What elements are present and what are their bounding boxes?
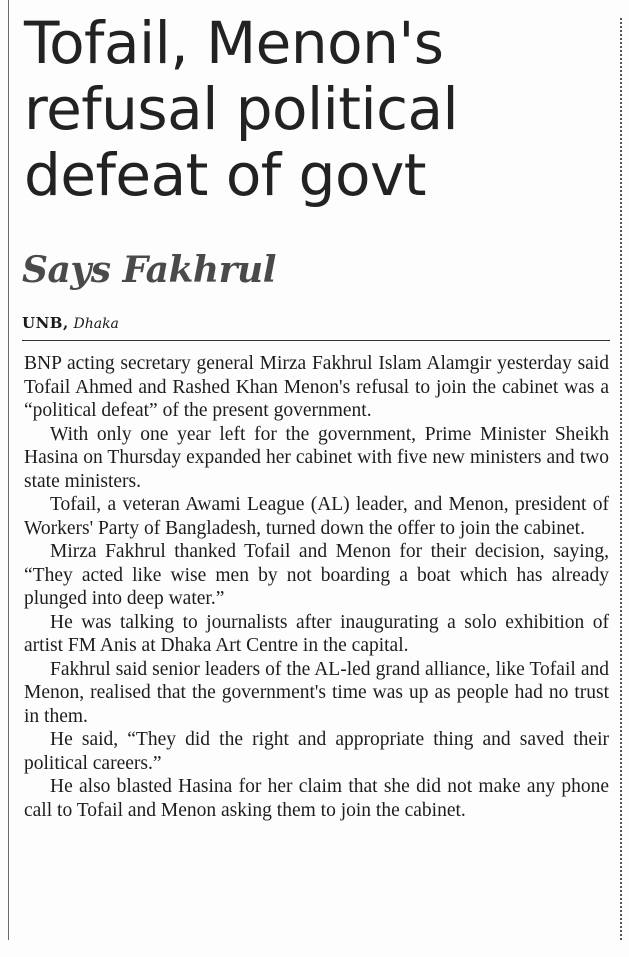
paragraph: He was talking to journalists after inaugurating a solo exhibition of artist FM Anis at Dhaka Art Centre in the capital.: [24, 611, 609, 656]
paragraph: Fakhrul said senior leaders of the AL-led grand alliance, like Tofail and Menon, realised that the government's time was up as people had no trust in them.: [24, 658, 609, 727]
headline: Tofail, Menon's refusal political defeat of govt: [24, 9, 459, 209]
byline: [22, 312, 119, 335]
paragraph: He also blasted Hasina for her claim that she did not make any phone call to Tofail and Menon asking them to join the cabinet.: [24, 776, 609, 821]
paragraph: He said, “They did the right and appropriate thing and saved their political careers.”: [24, 729, 609, 774]
column-dotted-separator: [620, 18, 622, 940]
kicker-subheadline: Says Fakhrul: [22, 249, 276, 291]
paragraph: BNP acting secretary general Mirza Fakhrul Islam Alamgir yesterday said Tofail Ahmed and Rashed Khan Menon's refusal to join the cabinet was a “political defeat” of the present government.: [24, 353, 609, 421]
paragraph: Tofail, a veteran Awami League (AL) leader, and Menon, president of Workers' Party of Bangladesh, turned down the offer to join the cabinet.: [24, 494, 609, 539]
paragraph: Mirza Fakhrul thanked Tofail and Menon for their decision, saying, “They acted like wise men by not boarding a boat which has already plunged into deep water.”: [24, 541, 609, 609]
byline-place: Dhaka: [73, 316, 119, 332]
byline-agency: UNB,: [22, 314, 69, 332]
article-body: [24, 352, 609, 822]
byline-divider: [22, 340, 610, 341]
paragraph: With only one year left for the government, Prime Minister Sheikh Hasina on Thursday expanded her cabinet with five new ministers and two state ministers.: [24, 423, 609, 492]
column-left-rule: [8, 0, 9, 940]
